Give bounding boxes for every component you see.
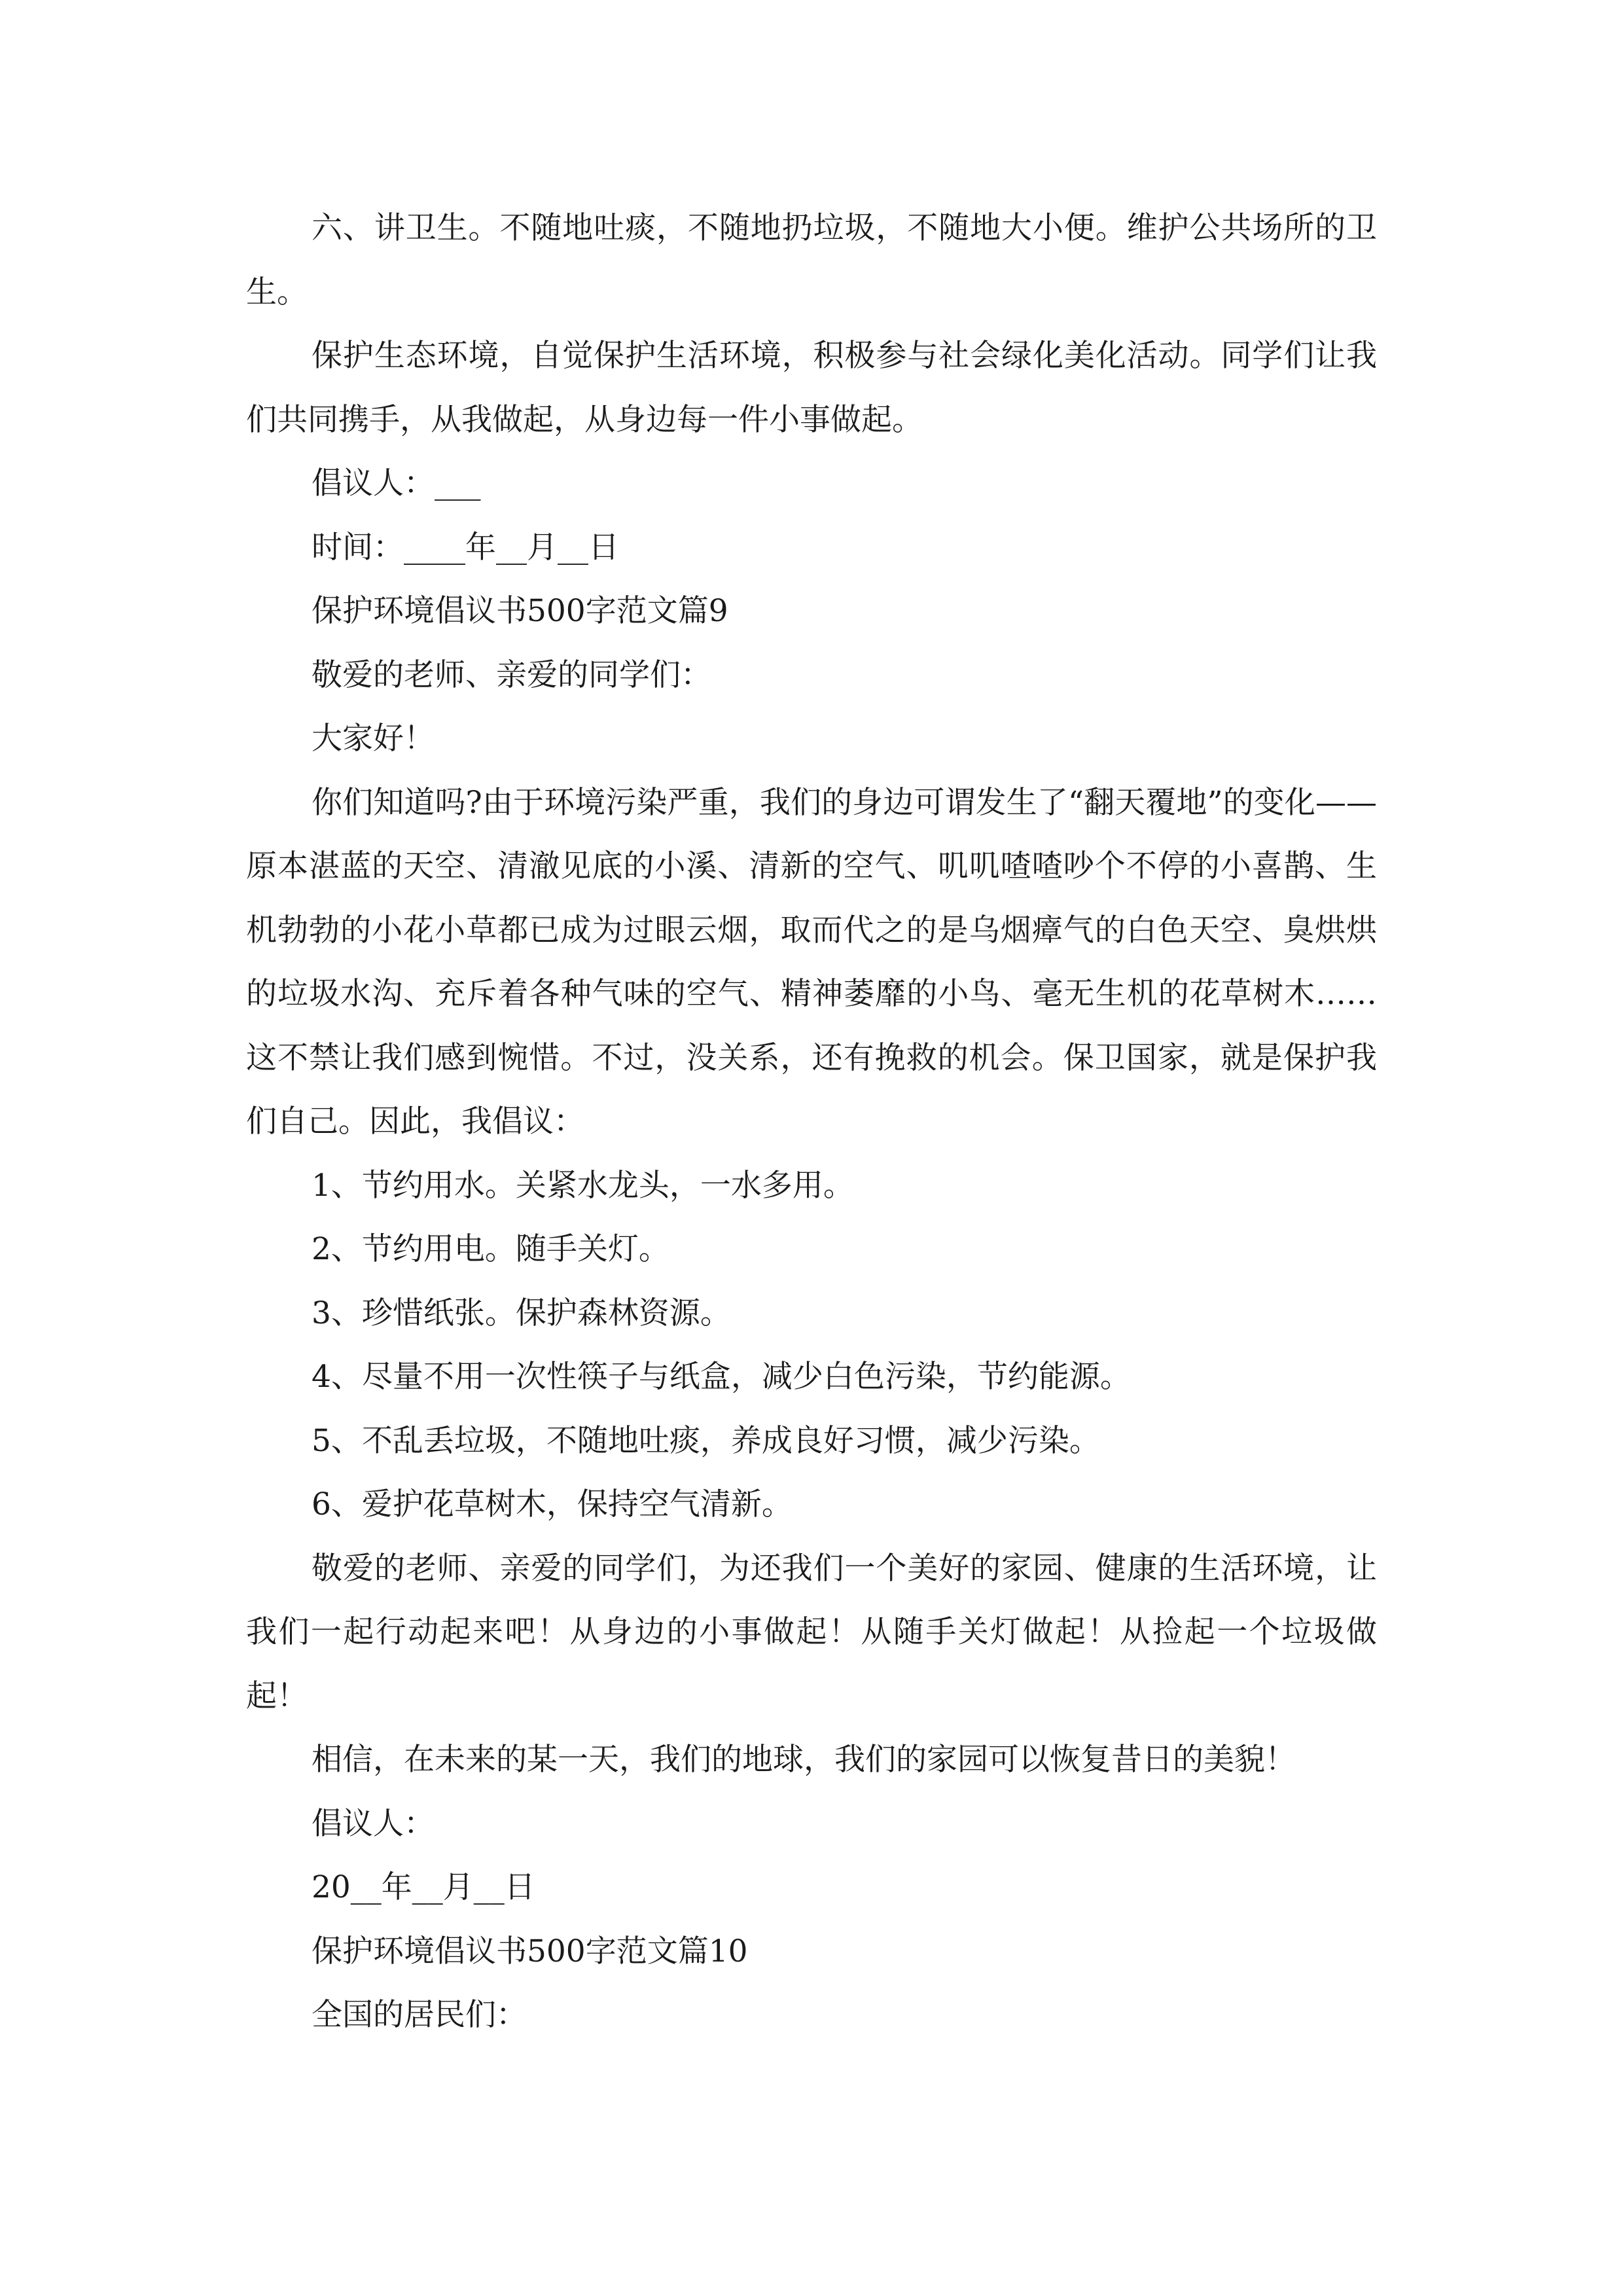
greeting: 大家好！ [312,721,435,757]
paragraph-protect-ecology: 保护生态环境，自觉保护生活环境，积极参与社会绿化美化活动。同学们让我们共同携手，从我做起，从身边每一件小事做起。 [246,338,1377,438]
salutation-2: 全国的居民们： [312,1997,527,2033]
paragraph-hygiene: 六、讲卫生。不随地吐痰，不随地扔垃圾，不随地大小便。维护公共场所的卫生。 [246,210,1377,310]
document-body [246,196,1377,2047]
date-line-2: 20__年__月__日 [312,1869,535,1905]
section-title-9: 保护环境倡议书500字范文篇9 [312,593,728,629]
list-item: 1、节约用水。关紧水龙头，一水多用。 [312,1167,854,1204]
date-line: 时间：____年__月__日 [312,529,619,565]
paragraph-belief: 相信，在未来的某一天，我们的地球，我们的家园可以恢复昔日的美貌！ [312,1742,1296,1778]
initiator-line: 倡议人：___ [312,465,481,501]
list-item: 3、珍惜纸张。保护森林资源。 [312,1295,731,1331]
initiator-line-2: 倡议人： [312,1805,435,1842]
paragraph-call-to-action: 敬爱的老师、亲爱的同学们，为还我们一个美好的家园、健康的生活环境，让我们一起行动起来吧！从身边的小事做起！从随手关灯做起！从捡起一个垃圾做起！ [246,1550,1377,1714]
paragraph-pollution: 你们知道吗?由于环境污染严重，我们的身边可谓发生了“翻天覆地”的变化——原本湛蓝的天空、清澈见底的小溪、清新的空气、叽叽喳喳吵个不停的小喜鹊、生机勃勃的小花小草都已成为过眼云烟，取而代之的是乌烟瘴气的白色天空、臭烘烘的垃圾水沟、充斥着各种气味的空气、精神萎靡的小鸟、毫无生机的花草树木……这不禁让我们感到惋惜。不过，没关系，还有挽救的机会。保卫国家，就是保护我们自己。因此，我倡议： [246,784,1377,1139]
list-item: 6、爱护花草树木，保持空气清新。 [312,1486,793,1522]
list-item: 4、尽量不用一次性筷子与纸盒，减少白色污染，节约能源。 [312,1359,1131,1395]
list-item: 5、不乱丢垃圾，不随地吐痰，养成良好习惯，减少污染。 [312,1422,1100,1459]
salutation: 敬爱的老师、亲爱的同学们： [312,656,711,693]
list-item: 2、节约用电。随手关灯。 [312,1231,669,1267]
section-title-10: 保护环境倡议书500字范文篇10 [312,1933,748,1969]
